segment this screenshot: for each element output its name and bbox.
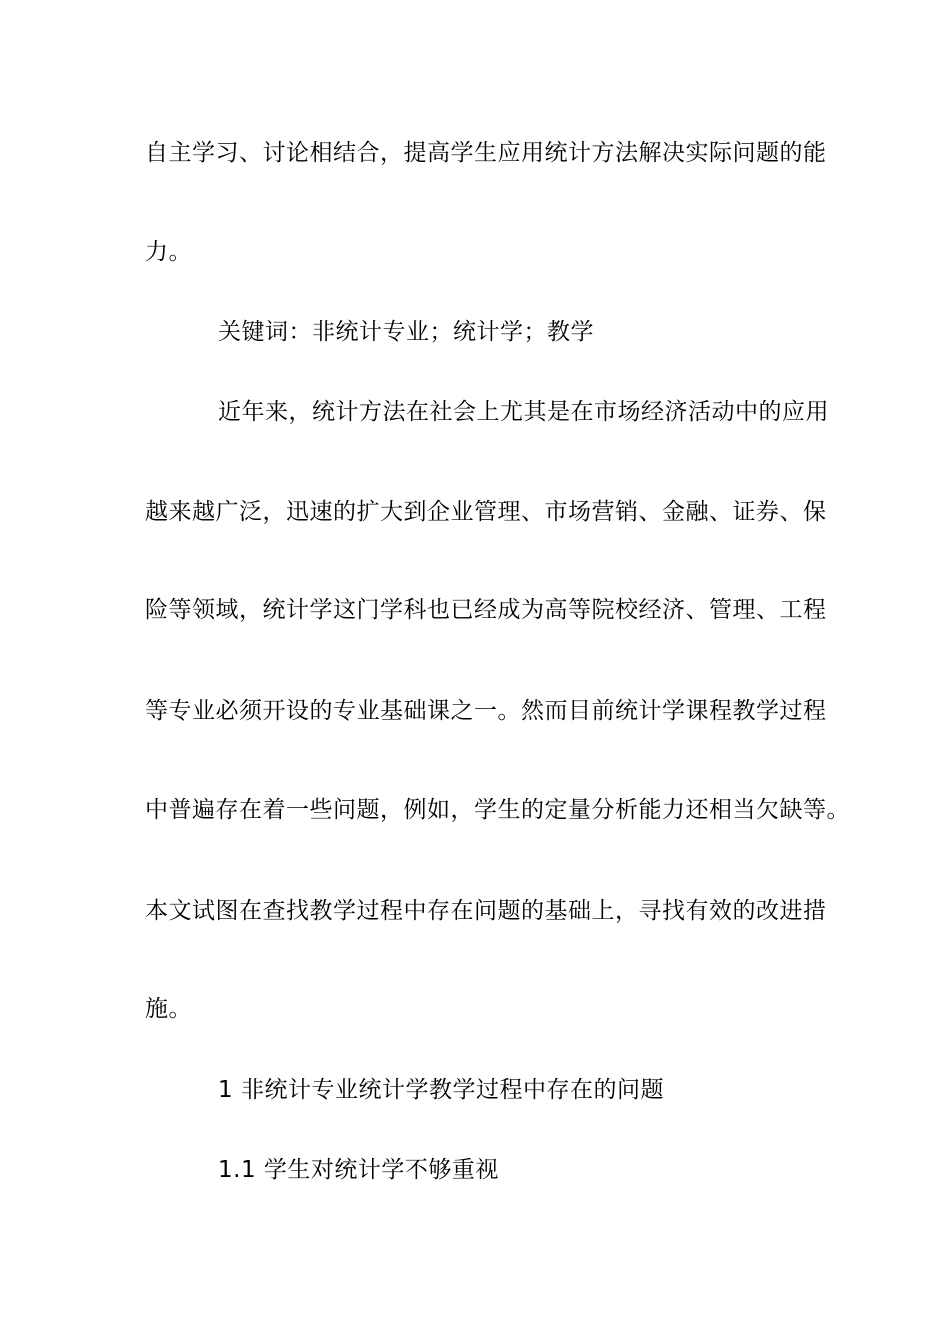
intro-paragraph-line-6: 本文试图在查找教学过程中存在问题的基础上，寻找有效的改进措 — [145, 898, 827, 924]
section-heading-1: 1 非统计专业统计学教学过程中存在的问题 — [218, 1077, 664, 1103]
intro-paragraph-line-4: 等专业必须开设的专业基础课之一。然而目前统计学课程教学过程 — [145, 698, 827, 724]
abstract-line-1: 自主学习、讨论相结合，提高学生应用统计方法解决实际问题的能 — [145, 140, 827, 166]
intro-paragraph-line-1: 近年来，统计方法在社会上尤其是在市场经济活动中的应用 — [218, 399, 829, 425]
intro-paragraph-line-7: 施。 — [145, 996, 192, 1022]
intro-paragraph-line-3: 险等领域，统计学这门学科也已经成为高等院校经济、管理、工程 — [145, 597, 827, 623]
keywords-line: 关键词：非统计专业；统计学；教学 — [218, 319, 594, 345]
intro-paragraph-line-5: 中普遍存在着一些问题，例如，学生的定量分析能力还相当欠缺等。 — [145, 797, 850, 823]
intro-paragraph-line-2: 越来越广泛，迅速的扩大到企业管理、市场营销、金融、证券、保 — [145, 499, 827, 525]
subsection-heading-1-1: 1.1 学生对统计学不够重视 — [218, 1157, 499, 1183]
abstract-line-2: 力。 — [145, 239, 192, 265]
